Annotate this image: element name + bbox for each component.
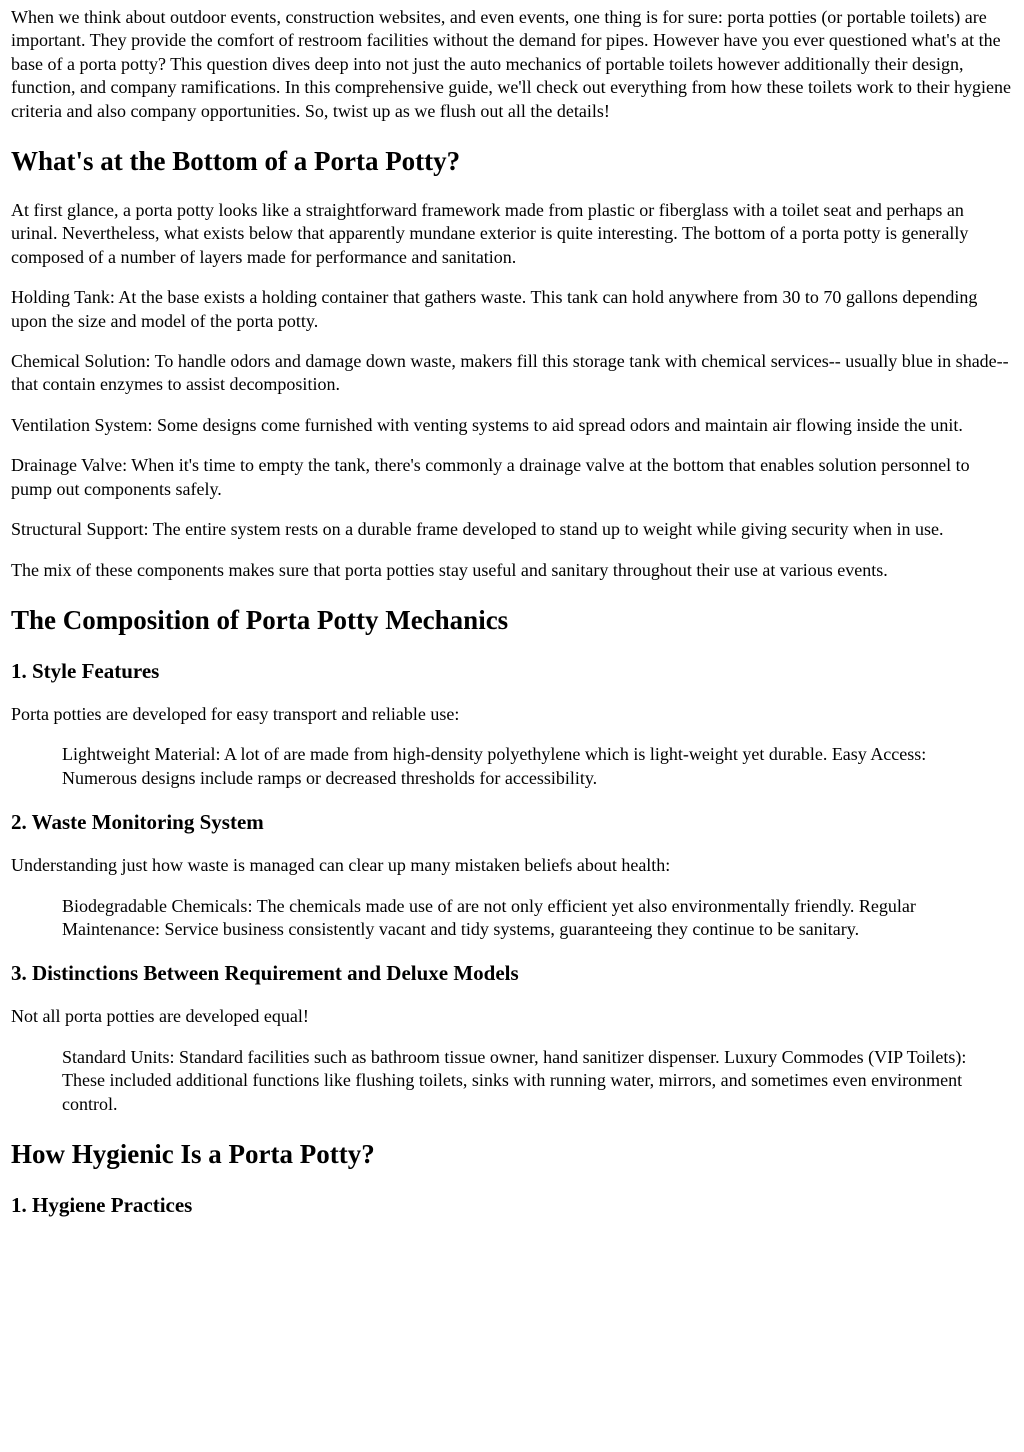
paragraph-structural-support: Structural Support: The entire system rests on a durable frame developed to stand up to weight while giving security when in use. bbox=[11, 519, 944, 540]
section-heading-hygiene: How Hygienic Is a Porta Potty? bbox=[11, 1138, 375, 1169]
quote-style-features: Lightweight Material: A lot of are made from high-density polyethylene which is light-weight yet durable. Easy Access: Numerous designs include ramps or decreased thresholds for accessibility. bbox=[62, 744, 927, 788]
article bbox=[0, 6, 1024, 1218]
paragraph-drainage-valve: Drainage Valve: When it's time to empty the tank, there's commonly a drainage valve at the bottom that enables solution personnel to pump out components safely. bbox=[11, 455, 970, 499]
paragraph-waste-monitoring: Understanding just how waste is managed can clear up many mistaken beliefs about health: bbox=[11, 855, 671, 876]
paragraph-distinctions: Not all porta potties are developed equal! bbox=[11, 1006, 309, 1027]
subsection-heading-distinctions: 3. Distinctions Between Requirement and Deluxe Models bbox=[11, 961, 519, 986]
section-heading-bottom: What's at the Bottom of a Porta Potty? bbox=[11, 146, 461, 177]
quote-waste-monitoring: Biodegradable Chemicals: The chemicals made use of are not only efficient yet also environmentally friendly. Regular Maintenance: Service business consistently vacant and tidy systems, guaranteeing they continue to be sanitary. bbox=[62, 895, 916, 939]
intro-paragraph: When we think about outdoor events, construction websites, and even events, one thing is for sure: porta potties (or portable toilets) are important. They provide the comfort of restroom facilities without the demand for pipes. However have you ever questioned what's at the base of a porta potty? This question dives deep into not just the auto mechanics of portable toilets however additionally their design, function, and company ramifications. In this comprehensive guide, we'll check out everything from how these toilets work to their hygiene criteria and also company opportunities. So, twist up as we flush out all the details! bbox=[11, 7, 1011, 121]
subsection-heading-style-features: 1. Style Features bbox=[11, 658, 160, 683]
paragraph-style-features: Porta potties are developed for easy transport and reliable use: bbox=[11, 703, 460, 724]
subsection-heading-hygiene-practices: 1. Hygiene Practices bbox=[11, 1192, 193, 1217]
subsection-heading-waste-monitoring: 2. Waste Monitoring System bbox=[11, 810, 264, 835]
quote-distinctions: Standard Units: Standard facilities such as bathroom tissue owner, hand sanitizer dispenser. Luxury Commodes (VIP Toilets): These included additional functions like flushing toilets, sinks with running water, mirrors, and sometimes even environment control. bbox=[62, 1046, 967, 1114]
paragraph-overview: At first glance, a porta potty looks like a straightforward framework made from plastic or fiberglass with a toilet seat and perhaps an urinal. Nevertheless, what exists below that apparently mundane exterior is quite interesting. The bottom of a porta potty is generally composed of a number of layers made for performance and sanitation. bbox=[11, 200, 969, 267]
section-heading-composition: The Composition of Porta Potty Mechanics bbox=[11, 604, 509, 635]
paragraph-holding-tank: Holding Tank: At the base exists a holding container that gathers waste. This tank can hold anywhere from 30 to 70 gallons depending upon the size and model of the porta potty. bbox=[11, 287, 978, 331]
paragraph-summary: The mix of these components makes sure that porta potties stay useful and sanitary throughout their use at various events. bbox=[11, 559, 888, 580]
paragraph-chemical-solution: Chemical Solution: To handle odors and damage down waste, makers fill this storage tank with chemical services-- usually blue in shade-- that contain enzymes to assist decomposition. bbox=[11, 351, 1009, 395]
paragraph-ventilation-system: Ventilation System: Some designs come furnished with venting systems to aid spread odors and maintain air flowing inside the unit. bbox=[11, 414, 963, 435]
